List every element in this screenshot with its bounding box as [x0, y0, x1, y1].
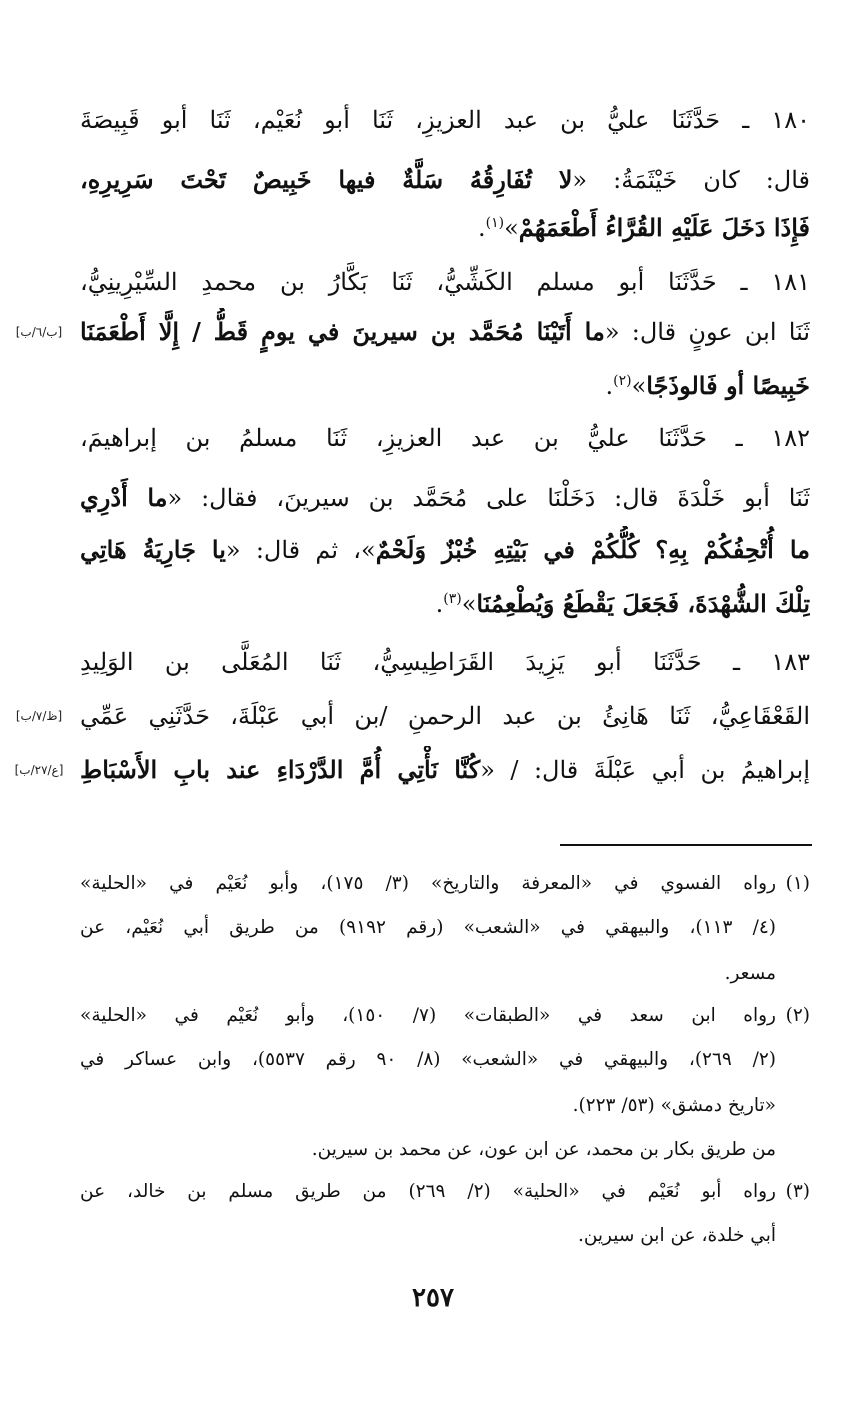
text-line [80, 362, 810, 410]
text-line [80, 204, 810, 252]
text-segment: ما أَدْرِي [80, 483, 168, 512]
text-line [80, 258, 810, 306]
footnote-line [80, 1132, 810, 1168]
footnote-text: من طريق بكار بن محمد، عن ابن عون، عن محمد بن سيرين. [311, 1139, 776, 1160]
text-segment: . [435, 590, 444, 618]
text-line [80, 580, 810, 628]
footnote-text: رواه الفسوي في «المعرفة والتاريخ» (٣/ ١٧٥)، وأبو نُعَيْم في «الحلية» [80, 873, 776, 894]
manuscript-marker: [ع/٢٧/ب] [14, 763, 64, 777]
text-segment: ما أُتْحِفُكُمْ بِهِ؟ كُلُّكُمْ في بَيْتِهِ خُبْزٌ وَلَحْمٌ [375, 535, 810, 564]
text-line [80, 692, 810, 740]
text-line [80, 474, 810, 522]
text-segment: فَإِذَا دَخَلَ عَلَيْهِ القُرَّاءُ أَطْعَمَهُمْ [518, 213, 810, 242]
footnote-text: (٢/ ٢٦٩)، والبيهقي في «الشعب» (٨/ ٩٠ رقم ٥٥٣٧)، وابن عساكر في [80, 1049, 776, 1070]
footnote-line [80, 1174, 810, 1210]
text-segment: ١٨١ ـ حَدَّثَنَا أبو مسلم الكَشِّيُّ، ثَنَا بَكَّارُ بن محمدِ السِّيْرِينِيُّ، [80, 268, 810, 296]
footnote-ref: (٢) [613, 373, 632, 389]
footnote-text: رواه ابن سعد في «الطبقات» (٧/ ١٥٠)، وأبو نُعَيْم في «الحلية» [80, 1005, 776, 1026]
manuscript-marker: [ب/٦/ب] [15, 325, 63, 339]
text-segment: ثَنَا أبو خَلْدَةَ قال: دَخَلْنَا على مُحَمَّد بن سيرينَ، فقال: « [167, 484, 810, 512]
manuscript-marker: [ظ/٧/ب] [15, 709, 63, 723]
footnote-text: رواه أبو نُعَيْم في «الحلية» (٢/ ٢٦٩) من طريق مسلم بن خالد، عن [80, 1181, 776, 1202]
text-segment: » [504, 214, 519, 242]
text-segment: خَبِيصًا أو فَالوذَجًا [646, 371, 810, 400]
text-line [80, 96, 810, 144]
text-segment: كُنَّا نَأْتِي أُمَّ الدَّرْدَاءِ عند بابِ الأَسْبَاطِ [80, 755, 481, 784]
page-number: ٢٥٧ [412, 1283, 454, 1313]
text-segment: القَعْقَاعِيُّ، ثَنَا هَانِئُ بن عبد الرحمنِ /بن أبي عَبْلَةَ، حَدَّثَنِي عَمِّي [80, 702, 810, 730]
footnote-line [80, 910, 810, 946]
footnote-line [80, 1042, 810, 1078]
footnote-number: (١) [785, 873, 810, 894]
text-line [80, 156, 810, 204]
text-segment: . [477, 214, 486, 242]
text-segment: ١٨٢ ـ حَدَّثَنَا عليُّ بن عبد العزيزِ، ثَنَا مسلمُ بن إبراهيمَ، [80, 424, 810, 452]
text-line [80, 638, 810, 686]
text-line [80, 308, 810, 356]
footnote-text: مسعر. [724, 963, 776, 984]
footnote-ref: (١) [485, 215, 505, 231]
footnote-line [80, 1088, 810, 1124]
footnote-ref: (٣) [443, 591, 462, 607]
text-segment: لا تُفَارِقُهُ سَلَّةٌ فيها خَبِيصٌ تَحْتَ سَرِيرِهِ، [80, 165, 573, 194]
text-segment: » [631, 372, 647, 400]
footnote-separator [560, 844, 812, 846]
text-segment: » [461, 590, 477, 618]
text-line [80, 746, 810, 794]
text-line [80, 526, 810, 574]
text-segment: ما أَتَيْنَا مُحَمَّد بن سيرينَ في يومٍ قَطُّ / إِلَّا أَطْعَمَنَا [80, 317, 605, 346]
text-segment: . [605, 372, 614, 400]
text-segment: يا جَارِيَةُ هَاتِي [80, 535, 226, 564]
footnote-line [80, 1218, 810, 1254]
footnote-number: (٢) [785, 1005, 810, 1026]
text-segment: ١٨٠ ـ حَدَّثَنَا عليُّ بن عبد العزيزِ، ثَنَا أبو نُعَيْم، ثَنَا أبو قَبِيصَةَ [80, 106, 810, 134]
text-line [80, 414, 810, 462]
footnote-number: (٣) [785, 1181, 810, 1202]
text-segment: تِلْكَ الشُّهْدَةَ، فَجَعَلَ يَقْطَعُ وَيُطْعِمُنَا [476, 589, 810, 618]
footnote-text: أبي خلدة، عن ابن سيرين. [577, 1225, 776, 1246]
text-segment: ثَنَا ابن عونٍ قال: « [604, 318, 810, 346]
footnote-text: «تاريخ دمشق» (٥٣/ ٢٢٣). [572, 1095, 776, 1116]
footnote-line [80, 956, 810, 992]
footnote-line [80, 866, 810, 902]
footnote-text: (٤/ ١١٣)، والبيهقي في «الشعب» (رقم ٩١٩٢) من طريق أبي نُعَيْم، عن [80, 917, 776, 938]
footnote-line [80, 998, 810, 1034]
text-segment: إبراهيمُ بن أبي عَبْلَةَ قال: / « [480, 756, 810, 784]
text-segment: ١٨٣ ـ حَدَّثَنَا أبو يَزِيدَ القَرَاطِيسِيُّ، ثَنَا المُعَلَّى بن الوَلِيدِ [80, 648, 810, 676]
text-segment: »، ثم قال: « [225, 536, 376, 564]
text-segment: قال: كان خَيْثَمَةُ: « [572, 166, 810, 194]
